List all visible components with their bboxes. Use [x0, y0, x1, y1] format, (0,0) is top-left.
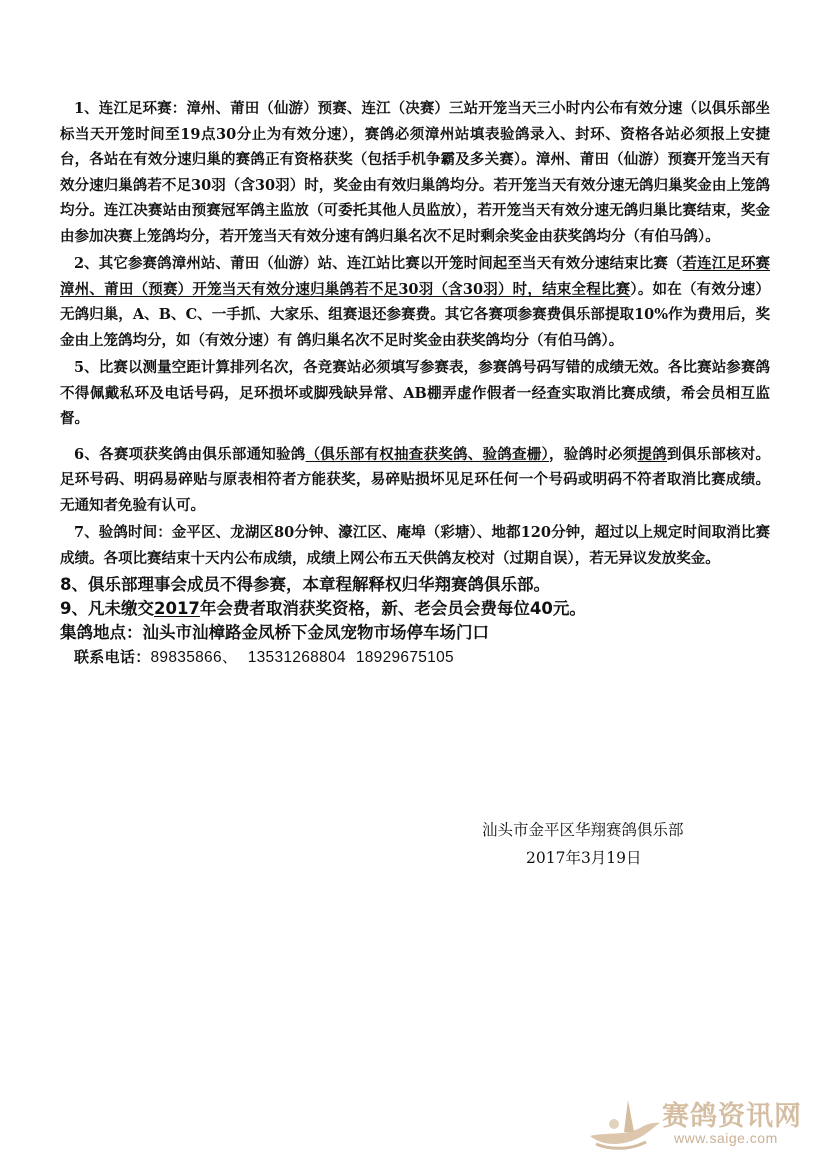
rule-6-text-a: 6、各赛项获奖鸽由俱乐部通知验鸽 — [74, 445, 306, 463]
rule-6-text-c: 到俱乐部核对。足环号码、明码易碎贴与原表相符者方能获奖，易碎贴损坏见足环任何一个号码或明码不符者取消比赛成绩。无通知者免验有认可。 — [60, 445, 771, 514]
phone-label: 联系电话： — [74, 648, 151, 666]
pigeon-logo-icon — [584, 1092, 664, 1154]
rule-9-text-a: 9、凡未缴交 — [60, 599, 154, 618]
rule-2-text-b: ）。如在（有效分速）无鸽归巢，A、B、C、一手抓、大家乐、组赛退还参赛费。其它各赛项参赛费俱乐部提取10%作为费用后，奖金由上笼鸽均分，如（有效分速）有 鸽归巢名次不足时奖金由获奖鸽均分（有伯马鸽）。 — [60, 280, 771, 349]
rule-9-text-b: 年会费者取消获奖资格，新、老会员会费每位40元。 — [199, 599, 586, 618]
rule-6-underlined-2: 提鸽 — [637, 445, 668, 463]
rule-6-underlined-1: （俱乐部有权抽查获奖鸽、验鸽查栅） — [305, 445, 550, 463]
watermark-title: 赛鸽资讯网 — [662, 1101, 802, 1132]
signature-date: 2017年3月19日 — [526, 849, 642, 867]
rule-6 — [60, 442, 770, 519]
rule-9-underlined: 2017 — [153, 599, 200, 618]
rule-2-underlined: 若连江足环赛漳州、莆田（预赛）开笼当天有效分速归巢鸽若不足30羽（含30羽）时，结束全程比赛 — [60, 255, 770, 298]
rule-6-text-b: ，验鸽时必须 — [549, 445, 638, 463]
rule-5: 5、比赛以测量空距计算排列名次，各竞赛站必须填写参赛表，参赛鸽号码写错的成绩无效。各比赛站参赛鸽不得佩戴私环及电话号码，足环损坏或脚残缺异常、AB棚弄虚作假者一经查实取消比赛成绩，希会员相互监督。 — [60, 359, 770, 427]
gather-location: 集鸽地点：汕头市汕樟路金凤桥下金凤宠物市场停车场门口 — [60, 623, 489, 642]
phone-1: 89835866、 — [150, 649, 238, 666]
rule-2 — [60, 251, 770, 353]
rule-1: 1、连江足环赛：漳州、莆田（仙游）预赛、连江（决赛）三站开笼当天三小时内公布有效分速（以俱乐部坐标当天开笼时间至19点30分止为有效分速），赛鸽必须漳州站填表验鸽录入、封环、资格各站必须报上安捷台，各站在有效分速归巢的赛鸽正有资格获奖（包括手机争霸及多关赛）。漳州、莆田（仙游）预赛开笼当天有效分速归巢鸽若不足30羽（含30羽）时，奖金由有效归巢鸽均分。若开笼当天有效分速无鸽归巢奖金由上笼鸽均分。连江决赛站由预赛冠军鸽主监放（可委托其他人员监放），若开笼当天有效分速无鸽归巢比赛结束，奖金由参加决赛上笼鸽均分，若开笼当天有效分速有鸽归巢名次不足时剩余奖金由获奖鸽均分（有伯马鸽）。 — [60, 100, 770, 245]
rule-7: 7、验鸽时间：金平区、龙湖区80分钟、濠江区、庵埠（彩塘）、地都120分钟，超过以上规定时间取消比赛成绩。各项比赛结束十天内公布成绩，成绩上网公布五天供鸽友校对（过期自误），若无异议发放奖金。 — [60, 524, 770, 567]
rule-8: 8、俱乐部理事会成员不得参赛，本章程解释权归华翔赛鸽俱乐部。 — [60, 575, 550, 594]
rules-section — [60, 96, 770, 670]
watermark-url: www.saige.com — [674, 1130, 778, 1146]
phone-3: 18929675105 — [355, 649, 454, 666]
signature-block — [482, 816, 684, 872]
signature-org: 汕头市金平区华翔赛鸽俱乐部 — [482, 821, 684, 839]
contact-phones — [60, 645, 770, 670]
site-watermark — [584, 1092, 814, 1154]
rule-9 — [60, 597, 770, 621]
phone-2: 13531268804 — [247, 649, 346, 666]
rule-2-text-a: 2、其它参赛鸽漳州站、莆田（仙游）站、连江站比赛以开笼时间起至当天有效分速结束比赛（ — [74, 255, 683, 272]
